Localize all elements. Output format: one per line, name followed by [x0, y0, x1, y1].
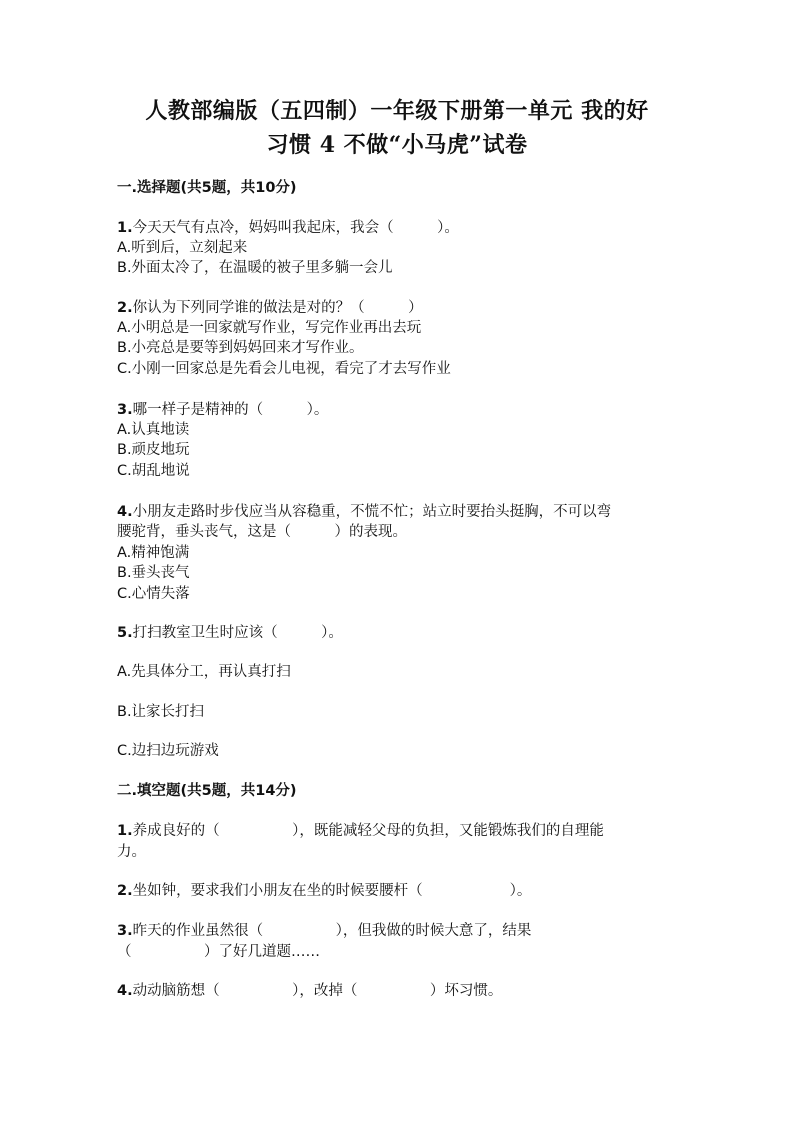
section-heading-fill-blank: 二.填空题(共5题，共14分) — [117, 783, 297, 799]
fill-question-2 — [117, 881, 677, 901]
question-number: 5. — [117, 625, 133, 641]
question-text-continued: 腰驼背，垂头丧气，这是（ ）的表现。 — [117, 524, 407, 540]
question-text: 小朋友走路时步伐应当从容稳重，不慌不忙；站立时要抬头挺胸，不可以弯 — [132, 504, 612, 520]
question-text: 养成良好的（ ），既能减轻父母的负担，又能锻炼我们的自理能 — [132, 823, 604, 839]
fill-question-3 — [117, 921, 677, 941]
choice-option: C.小刚一回家总是先看会儿电视，看完了才去写作业 — [117, 361, 451, 377]
choice-option: C.心情失落 — [117, 586, 190, 602]
choice-option: A.精神饱满 — [117, 545, 190, 561]
fill-question-1 — [117, 821, 677, 841]
question-number: 3. — [117, 923, 133, 939]
question-text: 你认为下列同学谁的做法是对的？（ ） — [132, 300, 423, 316]
choice-option: C.胡乱地说 — [117, 463, 190, 479]
question-text-continued: 力。 — [117, 844, 146, 860]
question-text: 打扫教室卫生时应该（ ）。 — [132, 625, 343, 641]
question-number: 1. — [117, 220, 133, 236]
question-number: 2. — [117, 300, 133, 316]
choice-option: A.小明总是一回家就写作业，写完作业再出去玩 — [117, 320, 422, 336]
question-number: 4. — [117, 504, 133, 520]
choice-question-5 — [117, 623, 677, 643]
choice-option: A.听到后，立刻起来 — [117, 240, 248, 256]
choice-question-2 — [117, 298, 677, 318]
question-text-continued: （ ）了好几道题…… — [117, 944, 320, 960]
choice-option: B.顽皮地玩 — [117, 442, 190, 458]
choice-question-3 — [117, 400, 677, 420]
choice-option: B.让家长打扫 — [117, 704, 205, 720]
question-text: 哪一样子是精神的（ ）。 — [132, 402, 329, 418]
question-text: 坐如钟，要求我们小朋友在坐的时候要腰杆（ ）。 — [132, 883, 532, 899]
choice-question-1 — [117, 218, 677, 238]
choice-option: B.小亮总是要等到妈妈回来才写作业。 — [117, 340, 364, 356]
choice-option: C.边扫边玩游戏 — [117, 743, 219, 759]
exam-title-line-2: 习惯 4 不做“小马虎”试卷 — [266, 132, 528, 158]
choice-question-4 — [117, 502, 677, 522]
question-text: 昨天的作业虽然很（ ），但我做的时候大意了，结果 — [132, 923, 532, 939]
question-number: 2. — [117, 883, 133, 899]
question-text: 动动脑筋想（ ），改掉（ ）坏习惯。 — [132, 983, 503, 999]
choice-option: A.先具体分工，再认真打扫 — [117, 664, 291, 680]
question-number: 4. — [117, 983, 133, 999]
fill-question-4 — [117, 981, 677, 1001]
choice-option: B.外面太冷了，在温暖的被子里多躺一会儿 — [117, 260, 393, 276]
section-heading-choice: 一.选择题(共5题，共10分) — [117, 180, 297, 196]
choice-option: B.垂头丧气 — [117, 565, 190, 581]
choice-option: A.认真地读 — [117, 422, 190, 438]
question-number: 1. — [117, 823, 133, 839]
exam-title-line-1: 人教部编版（五四制）一年级下册第一单元 我的好 — [145, 98, 649, 124]
question-text: 今天天气有点冷，妈妈叫我起床，我会（ ）。 — [132, 220, 459, 236]
question-number: 3. — [117, 402, 133, 418]
